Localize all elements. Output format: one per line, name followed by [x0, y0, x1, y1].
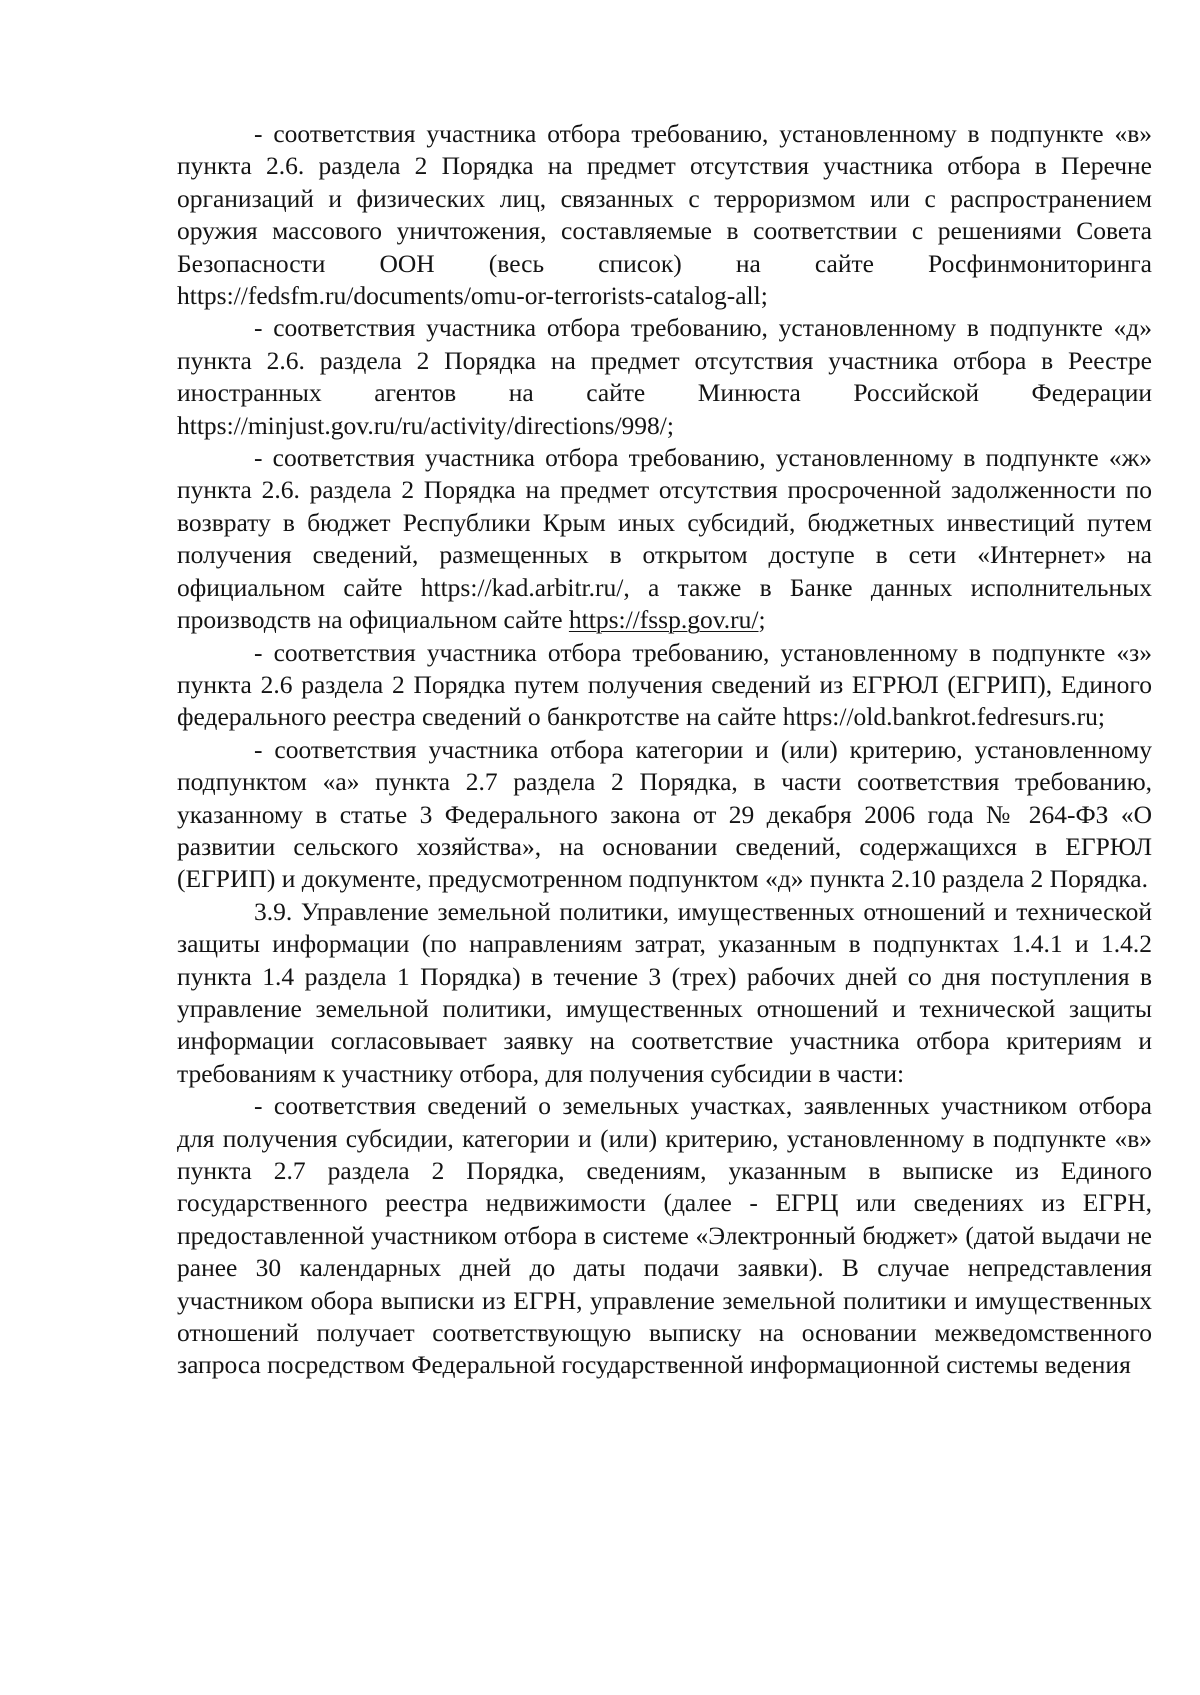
- paragraph-text: 3.9. Управление земельной политики, имущественных отношений и технической защиты информации (по направлениям затрат, указанным в подпунктах 1.4.1 и 1.4.2 пункта 1.4 раздела 1 Порядка) в течение 3 (трех) рабочих дней со дня поступления в управление земельной политики, имущественных отношений и технической защиты информации согласовывает заявку на соответствие участника отбора критериям и требованиям к участнику отбора, для получения субсидии в части:: [177, 896, 1152, 1088]
- paragraph-section-3-9: [177, 896, 1152, 1090]
- fssp-link[interactable]: https://fssp.gov.ru/: [568, 605, 759, 635]
- paragraph-text: - соответствия сведений о земельных участках, заявленных участником отбора для получения субсидии, категории и (или) критерию, установленному в подпункте «в» пункта 2.7 раздела 2 Порядка, сведениям, указанным в выписке из Единого государственного реестра недвижимости (далее - ЕГРЦ или сведениях из ЕГРН, предоставленной участником отбора в системе «Электронный бюджет» (датой выдачи не ранее 30 календарных дней до даты подачи заявки). В случае непредставления участником обора выписки из ЕГРН, управление земельной политики и имущественных отношений получает соответствующую выписку на основании межведомственного запроса посредством Федеральной государственной информационной системы ведения: [177, 1091, 1152, 1380]
- document-body: [177, 118, 1152, 1382]
- paragraph-text: - соответствия участника отбора требованию, установленному в подпункте «ж» пункта 2.6. раздела 2 Порядка на предмет отсутствия просроченной задолженности по возврату в бюджет Республики Крым иных субсидий, бюджетных инвестиций путем получения сведений, размещенных в открытом доступе в сети «Интернет» на официальном сайте https://kad.arbitr.ru/, а также в Банке данных исполнительных производств на официальном сайте: [177, 443, 1152, 635]
- paragraph-tail: ;: [758, 605, 766, 635]
- paragraph-subclause-v: [177, 118, 1152, 312]
- paragraph-subclause-d: [177, 312, 1152, 442]
- paragraph-text: - соответствия участника отбора категории и (или) критерию, установленному подпунктом «а» пункта 2.7 раздела 2 Порядка, в части соответствия требованию, указанному в статье 3 Федерального закона от 29 декабря 2006 года № 264-ФЗ «О развитии сельского хозяйства», на основании сведений, содержащихся в ЕГРЮЛ (ЕГРИП) и документе, предусмотренном подпунктом «д» пункта 2.10 раздела 2 Порядка.: [177, 734, 1152, 894]
- paragraph-land-plots: [177, 1090, 1152, 1382]
- paragraph-subclause-a: [177, 734, 1152, 896]
- paragraph-text: - соответствия участника отбора требованию, установленному в подпункте «в» пункта 2.6. раздела 2 Порядка на предмет отсутствия участника отбора в Перечне организаций и физических лиц, связанных с терроризмом или с распространением оружия массового уничтожения, составляемые в соответствии с решениями Совета Безопасности ООН (весь список) на сайте Росфинмониторинга https://fedsfm.ru/documents/omu-or-terrorists-catalog-all;: [177, 119, 1152, 311]
- paragraph-subclause-z: [177, 637, 1152, 734]
- paragraph-text: - соответствия участника отбора требованию, установленному в подпункте «з» пункта 2.6 раздела 2 Порядка путем получения сведений из ЕГРЮЛ (ЕГРИП), Единого федерального реестра сведений о банкротстве на сайте https://old.bankrot.fedresurs.ru;: [177, 637, 1152, 732]
- paragraph-subclause-zh: [177, 442, 1152, 636]
- paragraph-text: - соответствия участника отбора требованию, установленному в подпункте «д» пункта 2.6. раздела 2 Порядка на предмет отсутствия участника отбора в Реестре иностранных агентов на сайте Минюста Российской Федерации https://minjust.gov.ru/ru/activity/directions/998/;: [177, 313, 1152, 440]
